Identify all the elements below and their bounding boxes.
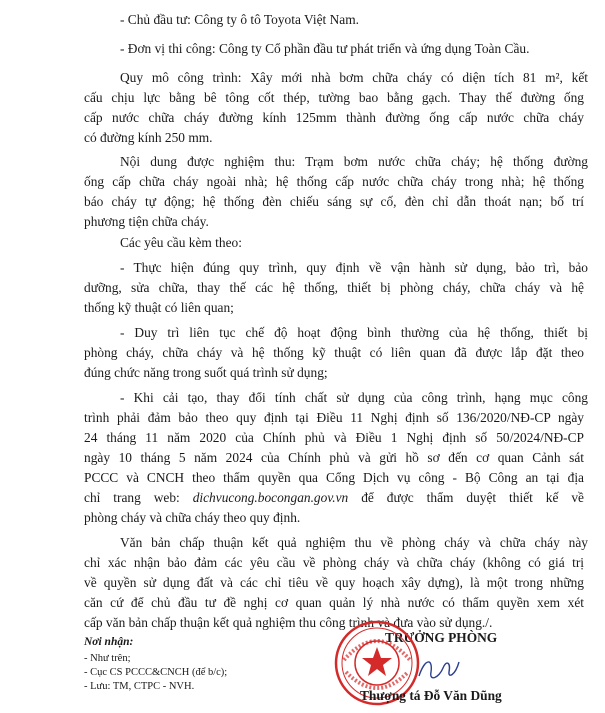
conclusion-line-5: cấp văn bản chấp thuận kết quả nghiệm thu công trình và đưa vào sử dụng./. [84, 615, 493, 630]
req3-line-1: - Khi cải tạo, thay đổi tính chất sử dụng của công trình, hạng mục công [120, 390, 588, 405]
req1-line-2: dưỡng, sửa chữa, thay thế các hệ thống, thiết bị phòng cháy, chữa cháy và hệ [84, 280, 584, 295]
req1-line-3: thống kỹ thuật có liên quan; [84, 300, 234, 315]
req1-line-1: - Thực hiện đúng quy trình, quy định về vận hành sử dụng, bảo trì, bảo [120, 260, 588, 275]
req2-line-1: - Duy trì liên tục chế độ hoạt động bình thường của hệ thống, thiết bị [120, 325, 588, 340]
requirements-heading: Các yêu cầu kèm theo: [120, 235, 242, 250]
handwritten-signature-icon [415, 648, 463, 688]
content-line-3: báo cháy tự động; hệ thống đèn chiếu sáng sự cố, đèn chỉ dẫn thoát nạn; bố trí [84, 194, 584, 209]
req3-line-6 [84, 488, 584, 508]
investor-line: - Chủ đầu tư: Công ty ô tô Toyota Việt Nam. [120, 12, 359, 27]
conclusion-line-2: chỉ xác nhận bảo đảm các yêu cầu về phòng cháy và chữa cháy (không có giá trị [84, 555, 584, 570]
scale-line-4: có đường kính 250 mm. [84, 130, 213, 145]
signer-position: TRƯỞNG PHÒNG [385, 630, 498, 645]
recipient-item: - Cục CS PCCC&CNCH (để b/c); [84, 667, 228, 678]
conclusion-line-1: Văn bản chấp thuận kết quả nghiệm thu về phòng cháy và chữa cháy này [120, 535, 588, 550]
content-line-4: phương tiện chữa cháy. [84, 214, 209, 229]
req3-line-3: 24 tháng 11 năm 2020 của Chính phủ và Điều 1 Nghị định số 50/2024/NĐ-CP [84, 430, 584, 445]
req2-line-3: đúng chức năng trong suốt quá trình sử dụng; [84, 365, 328, 380]
content-line-1: Nội dung được nghiệm thu: Trạm bơm nước chữa cháy; hệ thống đường [120, 154, 588, 169]
web-suffix: để được thẩm duyệt thiết kế về [361, 490, 584, 505]
contractor-line: - Đơn vị thi công: Công ty Cổ phần đầu tư phát triển và ứng dụng Toàn Cầu. [120, 41, 530, 56]
web-label: chỉ trang web: [84, 490, 180, 505]
content-line-2: ống cấp chữa cháy ngoài nhà; hệ thống cấp nước chữa cháy trong nhà; hệ thống [84, 174, 584, 189]
req3-line-7: phòng cháy và chữa cháy theo quy định. [84, 510, 301, 525]
req3-line-2: trình phải đảm bảo theo quy định tại Điều 11 Nghị định số 136/2020/NĐ-CP ngày [84, 410, 584, 425]
signer-name: Thượng tá Đỗ Văn Dũng [360, 688, 502, 703]
conclusion-line-4: căn cứ để chủ đầu tư đề nghị cơ quan quản lý nhà nước có thẩm quyền xem xét [84, 595, 584, 610]
req2-line-2: phòng cháy, chữa cháy và hệ thống kỹ thuật có liên quan đã được lắp đặt theo [84, 345, 584, 360]
req3-line-5: PCCC và CNCH theo thẩm quyền qua Cổng Dịch vụ công - Bộ Công an tại địa [84, 470, 584, 485]
scale-line-3: cấp nước chữa cháy đường kính 125mm thành đường ống cấp nước chữa cháy [84, 110, 584, 125]
scale-line-1: Quy mô công trình: Xây mới nhà bơm chữa cháy có diện tích 81 m², kết [120, 70, 588, 85]
recipients-title: Nơi nhận: [84, 636, 134, 648]
conclusion-line-3: về quyền sử dụng đất và các chỉ tiêu về quy hoạch xây dựng), là một trong những [84, 575, 584, 590]
recipient-item: - Lưu: TM, CTPC - NVH. [84, 681, 195, 692]
scale-line-2: cấu chịu lực bằng bê tông cốt thép, tường bao bằng gạch. Thay thế đường ống [84, 90, 584, 105]
website-link[interactable]: dichvucong.bocongan.gov.vn [192, 490, 349, 505]
recipient-item: - Như trên; [84, 653, 131, 664]
req3-line-4: ngày 10 tháng 5 năm 2024 của Chính phủ và gửi hồ sơ đến cơ quan Cảnh sát [84, 450, 584, 465]
